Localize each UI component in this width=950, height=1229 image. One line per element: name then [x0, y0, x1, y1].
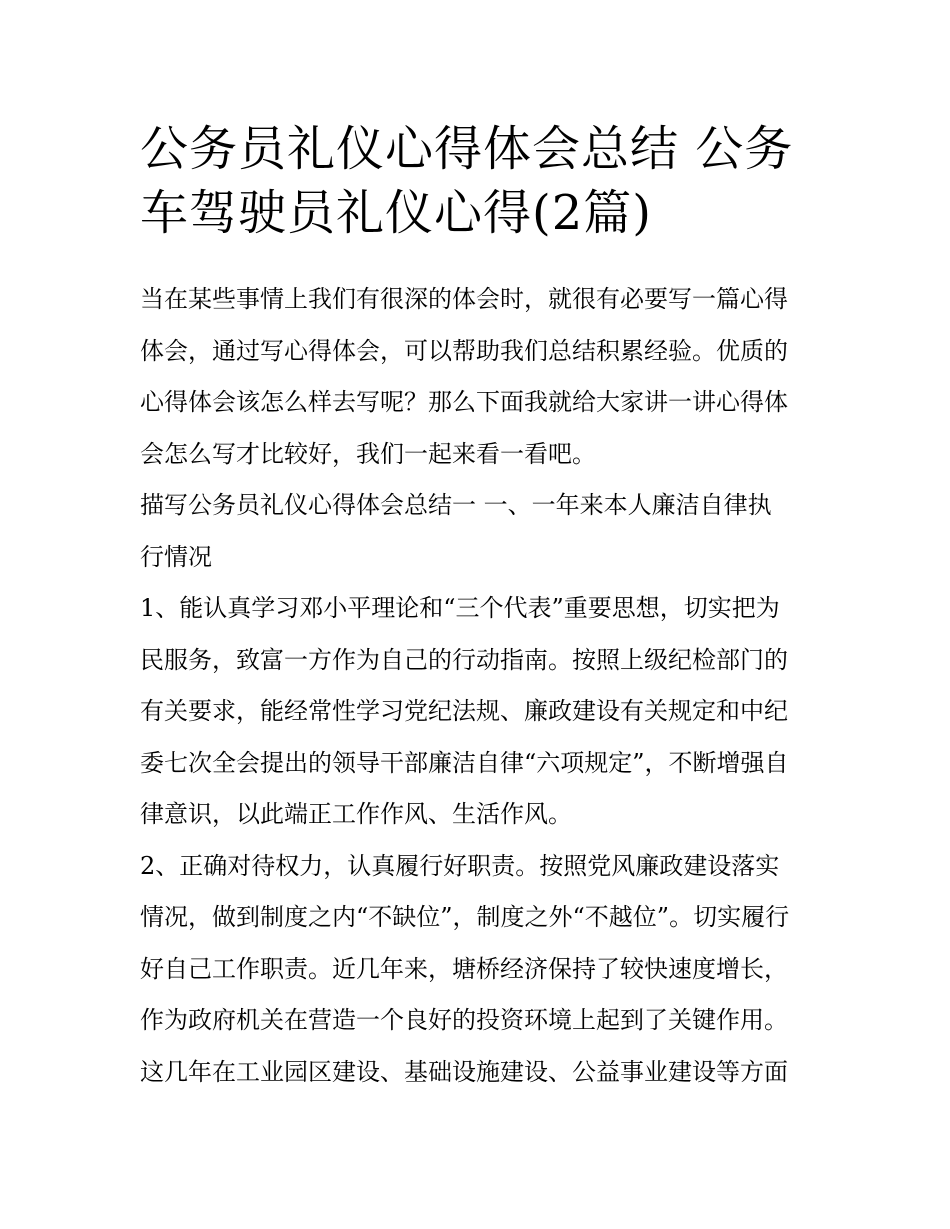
paragraph-item-1 — [140, 583, 820, 841]
text-line: 心得体会该怎么样去写呢？那么下面我就给大家讲一讲心得体 — [140, 388, 788, 416]
text-line: 有关要求，能经常性学习党纪法规、廉政建设有关规定和中纪 — [140, 697, 788, 725]
text-line: 民服务，致富一方作为自己的行动指南。按照上级纪检部门的 — [140, 645, 788, 674]
paragraph-heading — [140, 480, 820, 583]
document-title — [140, 117, 820, 245]
text-line: 律意识，以此端正工作作风、生活作风。 — [140, 800, 572, 828]
paragraph-intro — [140, 274, 820, 480]
text-line: 会怎么写才比较好，我们一起来看一看吧。 — [140, 439, 596, 468]
text-line: 2、正确对待权力，认真履行好职责。按照党风廉政建设落实 — [140, 851, 780, 880]
title-line-1: 公务员礼仪心得体会总结 公务 — [140, 121, 794, 177]
text-line: 体会，通过写心得体会，可以帮助我们总结积累经验。优质的 — [140, 336, 788, 365]
text-line: 情况，做到制度之内“不缺位”，制度之外“不越位”。切实履行 — [140, 903, 790, 931]
text-line: 当在某些事情上我们有很深的体会时，就很有必要写一篇心得 — [140, 285, 788, 313]
text-line: 委七次全会提出的领导干部廉洁自律“六项规定”，不断增强自 — [140, 748, 789, 777]
document-body — [140, 274, 820, 1098]
paragraph-item-2 — [140, 841, 820, 1099]
title-line-2: 车驾驶员礼仪心得(2篇) — [140, 185, 652, 241]
text-line: 1、能认真学习邓小平理论和“三个代表”重要思想，切实把为 — [140, 594, 780, 622]
text-line: 好自己工作职责。近几年来，塘桥经济保持了较快速度增长， — [140, 954, 788, 983]
text-line: 这几年在工业园区建设、基础设施建设、公益事业建设等方面 — [140, 1057, 788, 1086]
text-line: 行情况 — [140, 542, 212, 571]
text-line: 描写公务员礼仪心得体会总结一 一、一年来本人廉洁自律执 — [140, 491, 772, 519]
text-line: 作为政府机关在营造一个良好的投资环境上起到了关键作用。 — [140, 1006, 788, 1034]
